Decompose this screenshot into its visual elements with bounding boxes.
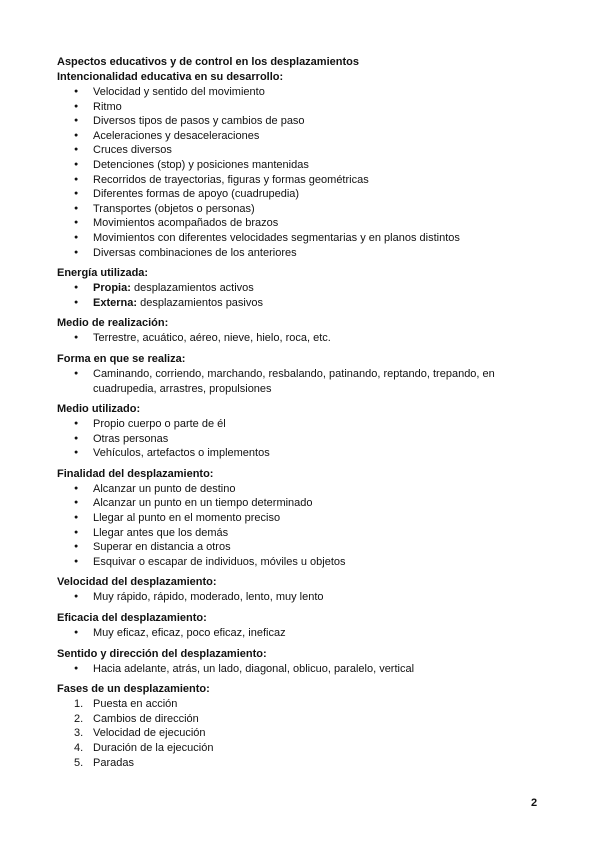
page-number: 2	[531, 797, 538, 809]
list-item: ● Caminando, corriendo, marchando, resbalando, patinando, reptando, trepando, en cuadrupedia, arrastres, propulsiones	[57, 367, 557, 396]
medio-realizacion-heading: Medio de realización:	[57, 317, 169, 330]
list-item-label: Propia:	[93, 282, 131, 295]
list-item-number: 4.	[74, 742, 84, 754]
list-item-number: 5.	[74, 756, 84, 769]
list-item: ● Transportes (objetos o personas)	[57, 202, 557, 217]
list-item-text: Duración de la ejecución	[93, 742, 214, 754]
list-item: ● Muy eficaz, eficaz, poco eficaz, ineficaz	[57, 626, 557, 641]
list-item	[57, 756, 557, 771]
medio-realizacion-list	[57, 331, 557, 346]
eficacia-list	[57, 626, 557, 641]
fases-list	[57, 697, 557, 770]
list-item: ● Cruces diversos	[57, 143, 557, 158]
sentido-heading: Sentido y dirección del desplazamiento:	[57, 647, 267, 660]
forma-list	[57, 367, 557, 396]
forma-heading: Forma en que se realiza:	[57, 352, 186, 365]
list-item: ● Alcanzar un punto en un tiempo determinado	[57, 496, 557, 511]
list-item-number: 3.	[74, 727, 84, 740]
energia-list	[57, 281, 557, 310]
list-item-text: desplazamientos activos	[130, 282, 254, 295]
list-item: ● Llegar al punto en el momento preciso	[57, 511, 557, 526]
sentido-list	[57, 662, 557, 677]
list-item: ● Ritmo	[57, 100, 557, 115]
list-item	[57, 726, 557, 741]
list-item: ● Recorridos de trayectorias, figuras y formas geométricas	[57, 173, 557, 188]
velocidad-heading: Velocidad del desplazamiento:	[57, 576, 217, 589]
document-content	[57, 55, 557, 770]
finalidad-list	[57, 482, 557, 570]
list-item-text: Cambios de dirección	[93, 712, 199, 725]
list-item: ● Otras personas	[57, 432, 557, 447]
list-item-number: 2.	[74, 712, 84, 725]
list-item-label: Externa:	[93, 296, 138, 309]
energia-heading: Energía utilizada:	[57, 267, 149, 280]
list-item: ● Esquivar o escapar de individuos, móviles u objetos	[57, 555, 557, 570]
medio-utilizado-list	[57, 417, 557, 461]
list-item: ● Diversos tipos de pasos y cambios de paso	[57, 114, 557, 129]
list-item: ● Muy rápido, rápido, moderado, lento, muy lento	[57, 590, 557, 605]
list-item-text: desplazamientos pasivos	[137, 296, 263, 309]
list-item: ● Movimientos acompañados de brazos	[57, 216, 557, 231]
list-item: ● Alcanzar un punto de destino	[57, 482, 557, 497]
fases-heading: Fases de un desplazamiento:	[57, 683, 210, 696]
list-item	[57, 296, 557, 311]
medio-utilizado-heading: Medio utilizado:	[57, 403, 141, 416]
list-item	[57, 281, 557, 296]
list-item	[57, 697, 557, 712]
list-item-text: Puesta en acción	[93, 698, 178, 711]
list-item-number: 1.	[74, 698, 84, 711]
velocidad-list	[57, 590, 557, 605]
list-item: ● Hacia adelante, atrás, un lado, diagonal, oblicuo, paralelo, vertical	[57, 662, 557, 677]
list-item: ● Llegar antes que los demás	[57, 526, 557, 541]
list-item	[57, 741, 557, 756]
eficacia-heading: Eficacia del desplazamiento:	[57, 612, 207, 625]
list-item-text: Velocidad de ejecución	[93, 727, 206, 740]
list-item: ● Detenciones (stop) y posiciones mantenidas	[57, 158, 557, 173]
list-item: ● Terrestre, acuático, aéreo, nieve, hielo, roca, etc.	[57, 331, 557, 346]
list-item: ● Propio cuerpo o parte de él	[57, 417, 557, 432]
intencionalidad-list	[57, 85, 557, 260]
intencionalidad-heading: Intencionalidad educativa en su desarrollo:	[57, 71, 284, 83]
list-item: ● Superar en distancia a otros	[57, 540, 557, 555]
list-item: ● Movimientos con diferentes velocidades segmentarias y en planos distintos	[57, 231, 557, 246]
list-item-text: Paradas	[93, 756, 134, 769]
list-item: ● Velocidad y sentido del movimiento	[57, 85, 557, 100]
list-item	[57, 712, 557, 727]
list-item: ● Diferentes formas de apoyo (cuadrupedia)	[57, 187, 557, 202]
document-title: Aspectos educativos y de control en los desplazamientos	[57, 56, 359, 68]
list-item: ● Vehículos, artefactos o implementos	[57, 446, 557, 461]
list-item: ● Diversas combinaciones de los anteriores	[57, 246, 557, 261]
finalidad-heading: Finalidad del desplazamiento:	[57, 467, 214, 480]
list-item: ● Aceleraciones y desaceleraciones	[57, 129, 557, 144]
